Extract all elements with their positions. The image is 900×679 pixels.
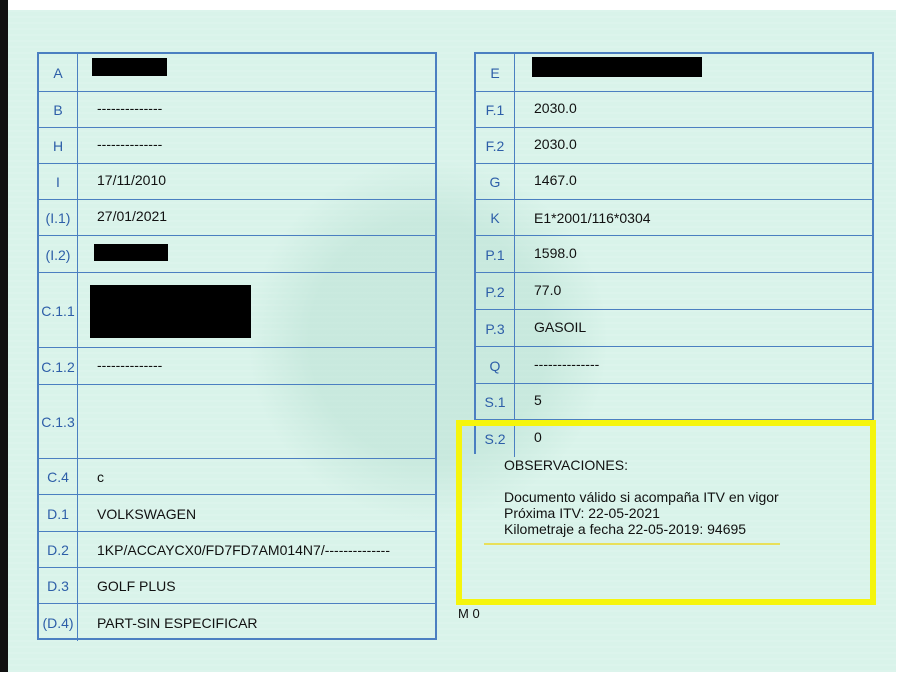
field-code: B <box>39 92 78 128</box>
field-row-i1 <box>39 199 435 236</box>
observations-line: Documento válido si acompaña ITV en vigor <box>504 489 779 505</box>
field-value: -------------- <box>97 100 163 117</box>
scan-left-edge <box>0 0 8 679</box>
field-value: GASOIL <box>534 318 587 335</box>
field-value: 1598.0 <box>534 244 577 261</box>
field-code: D.3 <box>39 568 78 604</box>
field-row-c12 <box>39 347 435 385</box>
field-row-d1 <box>39 494 435 532</box>
field-row-i <box>39 163 435 200</box>
field-code: C.1.2 <box>39 348 78 385</box>
observations-line: Próxima ITV: 22-05-2021 <box>504 505 660 521</box>
field-code: K <box>476 200 515 236</box>
field-code: (I.2) <box>39 236 78 273</box>
field-value: 1KP/ACCAYCX0/FD7FD7AM014N7/-------------- <box>97 542 390 558</box>
field-code: C.4 <box>39 459 78 495</box>
left-fields-table <box>37 52 437 640</box>
field-row-d2 <box>39 531 435 568</box>
field-row-d4 <box>39 603 435 641</box>
field-value: VOLKSWAGEN <box>97 505 197 522</box>
field-code: S.1 <box>476 384 515 420</box>
field-code: P.3 <box>476 310 515 347</box>
field-value: 2030.0 <box>534 136 577 153</box>
field-value: 77.0 <box>534 281 562 298</box>
scan-bottom-margin <box>0 672 900 679</box>
field-code: D.1 <box>39 495 78 532</box>
field-row-p2 <box>476 272 872 310</box>
field-value: 1467.0 <box>534 172 577 189</box>
field-code: E <box>476 54 515 91</box>
field-row-h <box>39 127 435 164</box>
field-row-f1 <box>476 91 872 128</box>
field-code: F.1 <box>476 92 515 128</box>
field-value: 27/01/2021 <box>97 208 168 225</box>
field-row-q <box>476 346 872 384</box>
field-row-p3 <box>476 309 872 347</box>
observations-underline <box>484 543 780 545</box>
field-code: D.2 <box>39 532 78 568</box>
field-code: A <box>39 54 78 91</box>
field-value: -------------- <box>97 356 163 373</box>
scan-top-margin <box>0 0 900 10</box>
right-fields-table <box>474 52 874 454</box>
field-row-k <box>476 199 872 236</box>
redaction-block <box>92 58 167 76</box>
field-row-f2 <box>476 127 872 164</box>
observations-heading: OBSERVACIONES: <box>504 457 628 473</box>
field-row-g <box>476 163 872 200</box>
field-row-d3 <box>39 567 435 604</box>
field-row-b <box>39 91 435 128</box>
field-value: 17/11/2010 <box>97 172 167 189</box>
field-row-c4 <box>39 458 435 495</box>
field-code: C.1.3 <box>39 385 78 459</box>
field-value: 0 <box>534 428 542 445</box>
field-code: H <box>39 128 78 164</box>
field-code: Q <box>476 347 515 384</box>
field-code: C.1.1 <box>39 273 78 348</box>
redaction-block <box>532 57 702 77</box>
field-value: -------------- <box>97 136 163 153</box>
field-code: S.2 <box>476 420 515 457</box>
field-row-s1 <box>476 383 872 420</box>
footer-code: M 0 <box>458 606 480 621</box>
field-value: 2030.0 <box>534 100 577 117</box>
field-value: 5 <box>534 392 542 409</box>
field-row-c13 <box>39 384 435 459</box>
field-code: P.2 <box>476 273 515 310</box>
field-code: F.2 <box>476 128 515 164</box>
observations-line: Kilometraje a fecha 22-05-2019: 94695 <box>504 521 747 537</box>
field-value: E1*2001/116*0304 <box>534 210 651 226</box>
field-row-p1 <box>476 235 872 273</box>
field-code: P.1 <box>476 236 515 273</box>
field-value: PART-SIN ESPECIFICAR <box>97 614 258 631</box>
field-code: G <box>476 164 515 200</box>
field-value: c <box>97 469 104 485</box>
redaction-block <box>94 244 168 261</box>
field-code: (I.1) <box>39 200 78 236</box>
field-code: (D.4) <box>39 604 78 641</box>
field-value: GOLF PLUS <box>97 578 176 594</box>
field-value: -------------- <box>534 355 600 372</box>
redaction-block <box>90 285 251 338</box>
field-code: I <box>39 164 78 200</box>
